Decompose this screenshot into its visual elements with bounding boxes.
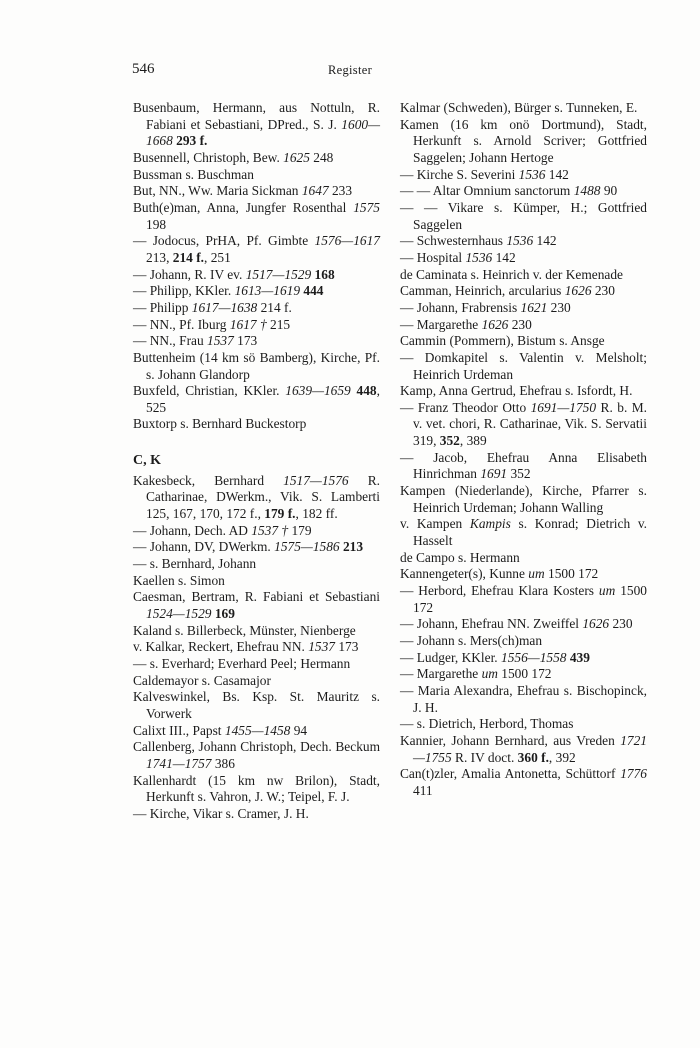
index-entry: — Kirche, Vikar s. Cramer, J. H.: [133, 805, 309, 821]
index-entry: Busenbaum, Hermann, aus Nottuln, R. Fabiani et Sebastiani, DPred., S. J. 1600—1668 293 f.: [133, 100, 380, 149]
index-entry: — Schwesternhaus 1536 142: [400, 233, 557, 249]
index-entry: Calixt III., Papst 1455—1458 94: [133, 722, 308, 738]
index-entry: Buxfeld, Christian, KKler. 1639—1659 448, 525: [133, 383, 380, 415]
index-entry: — Domkapitel s. Valentin v. Melsholt; Heinrich Urdeman: [400, 349, 647, 382]
section-heading: C, K: [133, 453, 161, 469]
index-entry: — Johann, Ehefrau NN. Zweiffel 1626 230: [400, 616, 633, 632]
index-entry: — s. Dietrich, Herbord, Thomas: [400, 716, 574, 732]
index-entry: Kakesbeck, Bernhard 1517—1576 R. Catharinae, DWerkm., Vik. S. Lamberti 125, 167, 170, 172 f., 179 f., 182 ff.: [133, 472, 380, 522]
index-entry: — Johann, DV, DWerkm. 1575—1586 213: [133, 539, 364, 555]
index-entry: — Johann, Frabrensis 1621 230: [400, 299, 571, 315]
index-entry: Bussman s. Buschman: [133, 166, 254, 182]
index-entry: Kannier, Johann Bernhard, aus Vreden 1721—1755 R. IV doct. 360 f., 392: [400, 732, 647, 765]
running-head: Register: [327, 63, 373, 77]
index-entry: — Margarethe 1626 230: [400, 316, 532, 332]
index-entry: — Philipp, KKler. 1613—1619 444: [133, 283, 324, 299]
index-entry: — s. Everhard; Everhard Peel; Hermann: [133, 656, 351, 671]
index-entry: But, NN., Ww. Maria Sickman 1647 233: [133, 183, 353, 199]
index-entry: Caesman, Bertram, R. Fabiani et Sebastiani 1524—1529 169: [133, 589, 380, 622]
index-entry: — NN., Frau 1537 173: [133, 333, 258, 349]
index-entry: Kaellen s. Simon: [133, 572, 225, 588]
index-entry: — Jodocus, PrHA, Pf. Gimbte 1576—1617 213, 214 f., 251: [133, 233, 380, 265]
index-entry: Kamp, Anna Gertrud, Ehefrau s. Isfordt, H.: [400, 383, 633, 399]
index-entry: — Ludger, KKler. 1556—1558 439: [400, 649, 590, 665]
index-entry: v. Kampen Kampis s. Konrad; Dietrich v. Hasselt: [400, 516, 648, 549]
index-entry: de Campo s. Hermann: [400, 549, 520, 565]
index-entry: Buth(e)man, Anna, Jungfer Rosenthal 1575 198: [133, 199, 380, 232]
left-index-column: [133, 100, 380, 823]
index-entry: — Hospital 1536 142: [400, 249, 516, 265]
index-entry: Caldemayor s. Casamajor: [133, 672, 271, 688]
index-entry: — Johann, Dech. AD 1537 † 179: [133, 522, 312, 538]
index-entry: — Johann, R. IV ev. 1517—1529 168: [133, 266, 335, 282]
index-entry: de Caminata s. Heinrich v. der Kemenade: [400, 266, 623, 282]
index-entry: Kannengeter(s), Kunne um 1500 172: [400, 566, 599, 582]
index-entry: Kalveswinkel, Bs. Ksp. St. Mauritz s. Vorwerk: [133, 689, 380, 721]
index-entry: — s. Bernhard, Johann: [133, 556, 257, 572]
index-entry: — Kirche S. Severini 1536 142: [400, 166, 569, 182]
index-entry: Buxtorp s. Bernhard Buckestorp: [133, 416, 307, 432]
index-entry: v. Kalkar, Reckert, Ehefrau NN. 1537 173: [133, 639, 359, 655]
index-entry: — — Vikare s. Kümper, H.; Gottfried Saggelen: [400, 199, 647, 232]
index-entry: Camman, Heinrich, arcularius 1626 230: [400, 283, 615, 299]
index-entry: Kamen (16 km onö Dortmund), Stadt, Herkunft s. Arnold Scriver; Gottfried Saggelen; Johann Hertoge: [400, 116, 647, 165]
index-entry: — NN., Pf. Iburg 1617 † 215: [133, 316, 291, 332]
index-entry: — Philipp 1617—1638 214 f.: [133, 299, 292, 315]
index-entry: Kaland s. Billerbeck, Münster, Nienberge: [133, 622, 356, 638]
index-entry: Busennell, Christoph, Bew. 1625 248: [133, 149, 334, 165]
right-index-column: [400, 100, 647, 800]
index-entry: Kalmar (Schweden), Bürger s. Tunneken, E.: [400, 100, 638, 115]
page-number: 546: [132, 61, 155, 77]
index-entry: — Margarethe um 1500 172: [400, 666, 552, 682]
index-entry: — Franz Theodor Otto 1691—1750 R. b. M. v. vet. chori, R. Catharinae, Vik. S. Servatii 319, 352, 389: [400, 399, 647, 449]
index-entry: Callenberg, Johann Christoph, Dech. Beckum 1741—1757 386: [133, 739, 380, 771]
index-entry: — Maria Alexandra, Ehefrau s. Bischopinck, J. H.: [400, 682, 647, 715]
index-entry: Kampen (Niederlande), Kirche, Pfarrer s. Heinrich Urdeman; Johann Walling: [400, 483, 647, 515]
index-entry: Buttenheim (14 km sö Bamberg), Kirche, Pf. s. Johann Glandorp: [133, 349, 380, 382]
index-entry: Kallenhardt (15 km nw Brilon), Stadt, Herkunft s. Vahron, J. W.; Teipel, F. J.: [133, 772, 380, 805]
index-entry: Can(t)zler, Amalia Antonetta, Schüttorf 1776 411: [400, 766, 647, 798]
index-entry: — Jacob, Ehefrau Anna Elisabeth Hinrichman 1691 352: [400, 449, 647, 482]
index-entry: — Herbord, Ehefrau Klara Kosters um 1500 172: [400, 583, 647, 615]
index-entry: Cammin (Pommern), Bistum s. Ansge: [400, 333, 605, 349]
index-entry: — — Altar Omnium sanctorum 1488 90: [400, 183, 618, 199]
index-entry: — Johann s. Mers(ch)man: [400, 633, 543, 648]
